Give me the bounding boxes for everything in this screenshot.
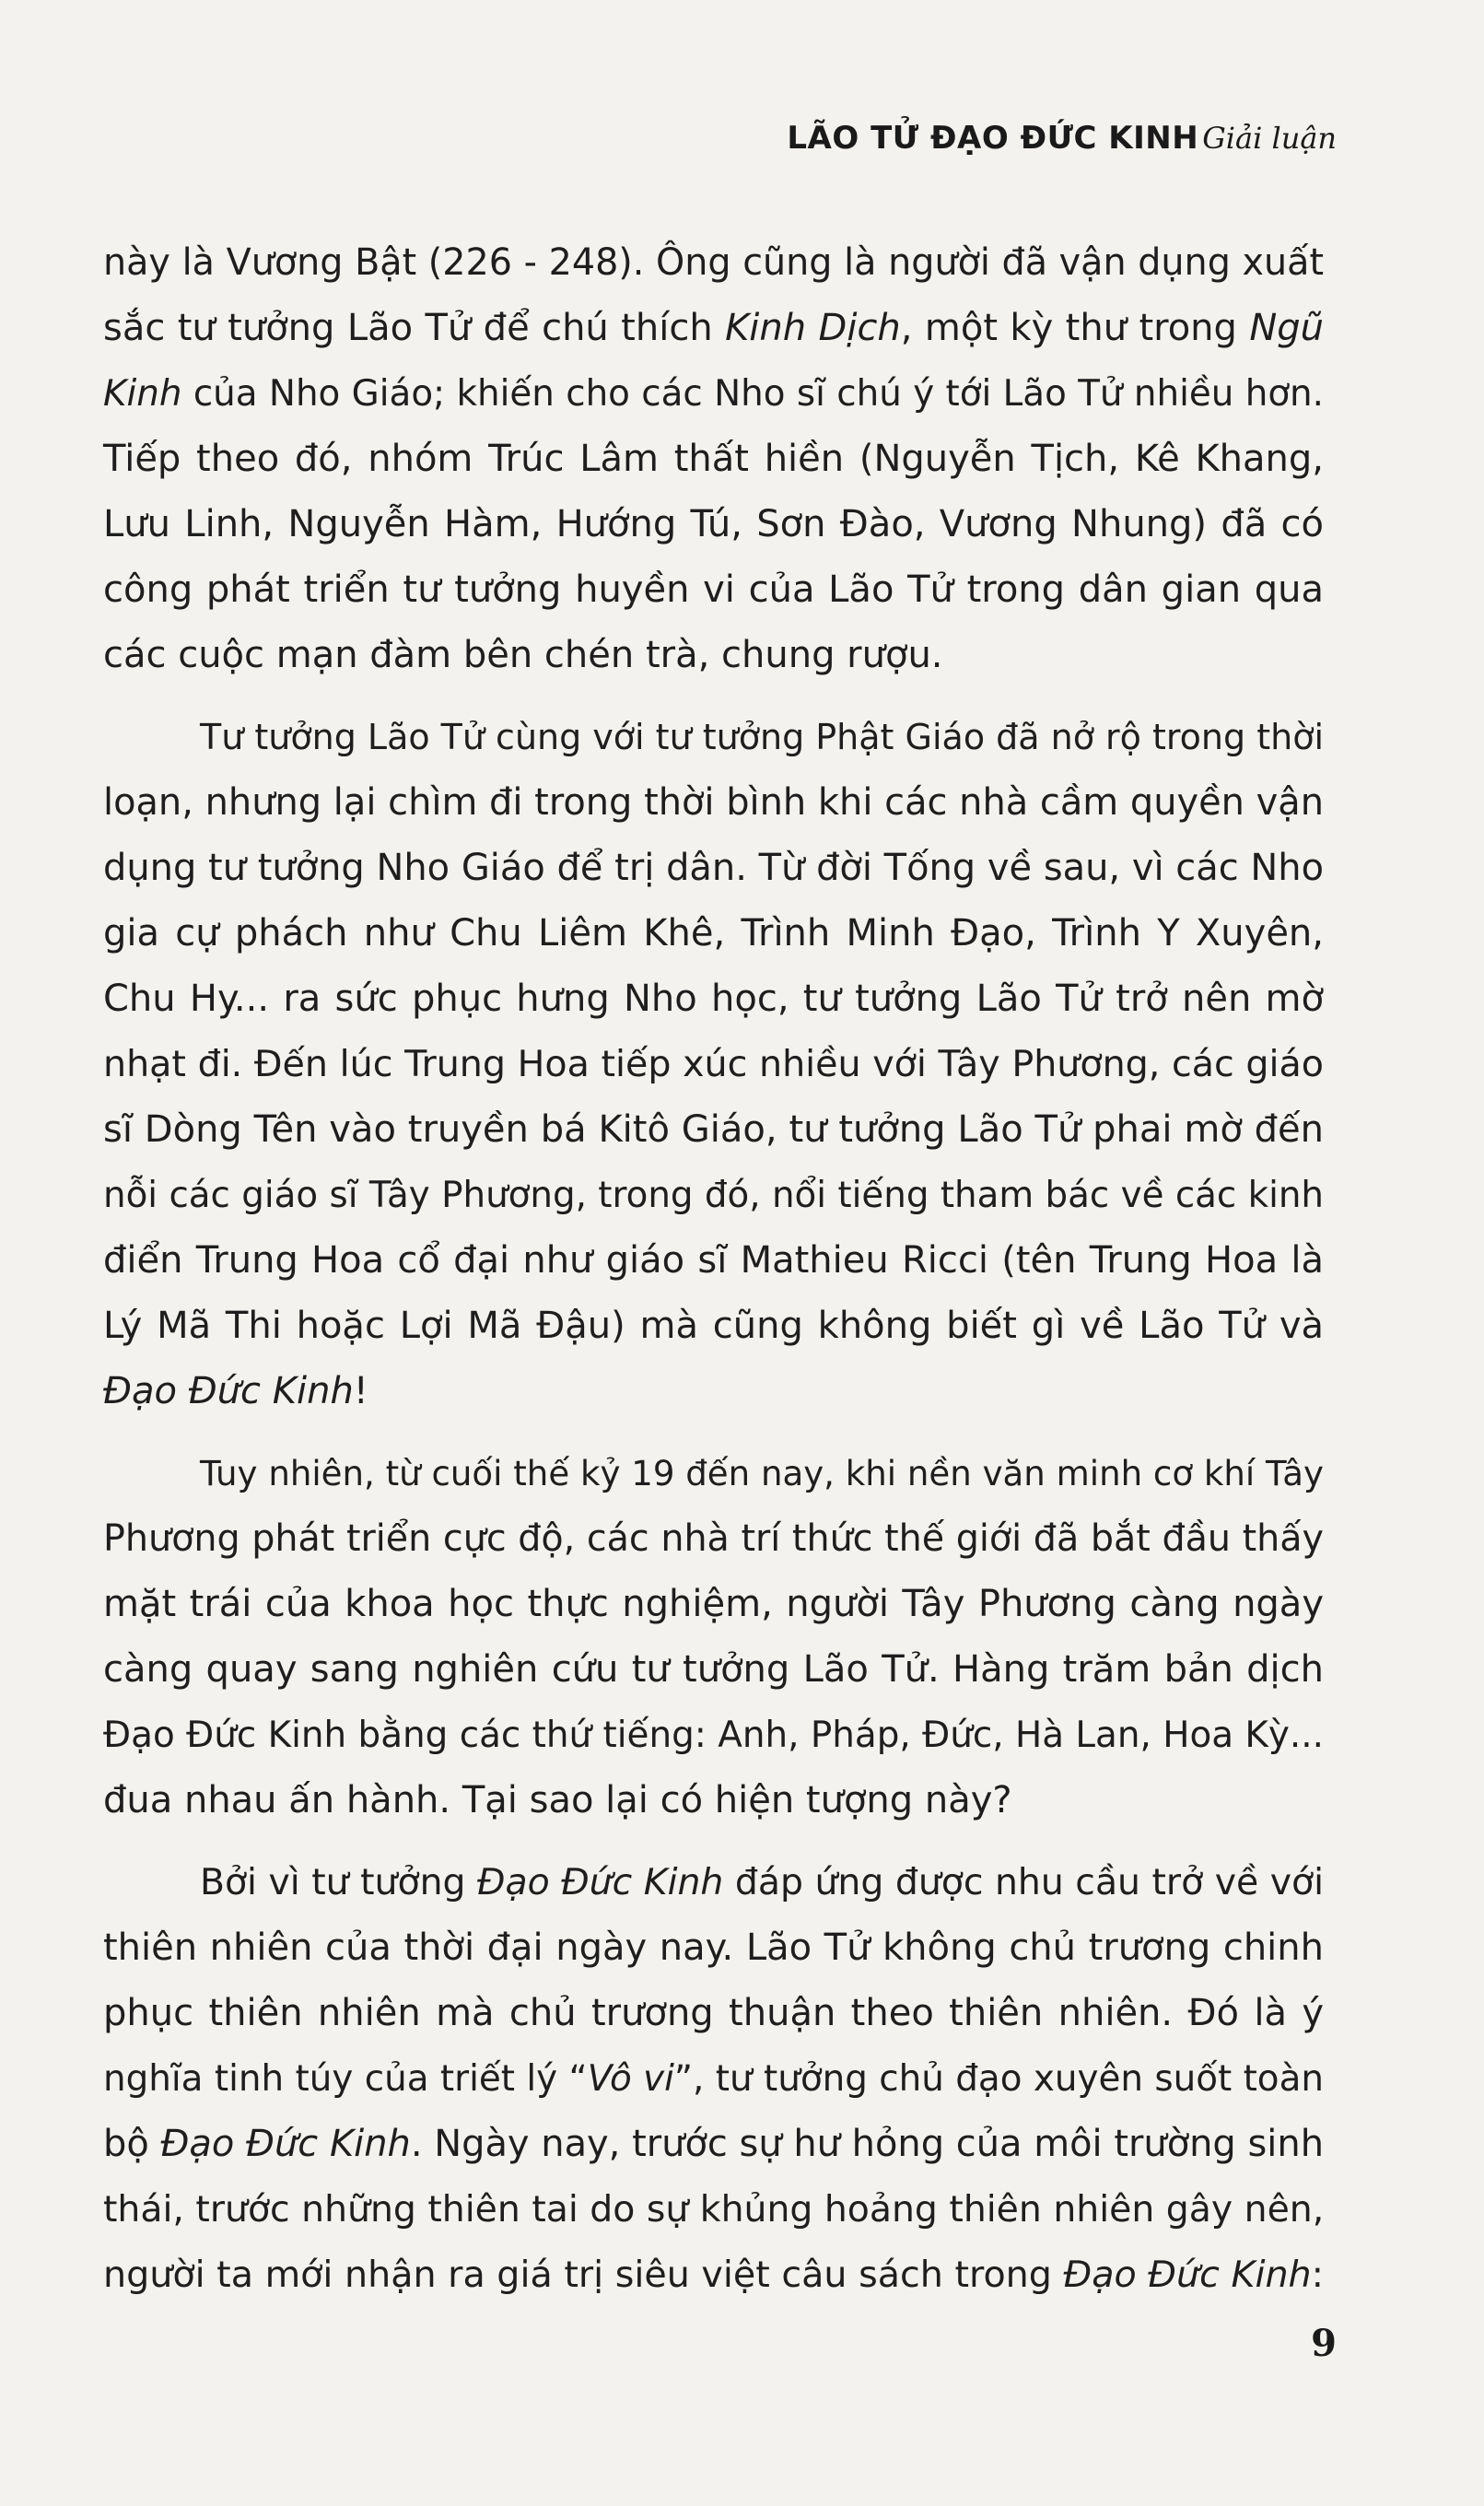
text-run: người ta mới nhận ra giá trị siêu việt câu sách trong — [103, 2254, 1064, 2296]
text-run: Phương phát triển cực độ, các nhà trí thức thế giới đã bắt đầu thấy — [103, 1517, 1324, 1560]
text-run: ”, tư tưởng chủ đạo xuyên suốt toàn — [673, 2058, 1324, 2100]
text-run: Bởi vì tư tưởng — [200, 1861, 477, 1903]
text-run: này là Vương Bật (226 - 248). Ông cũng là người đã vận dụng xuất — [103, 241, 1324, 284]
text-run: công phát triển tư tưởng huyền vi của Lão Tử trong dân gian qua — [103, 568, 1324, 611]
text-line — [103, 966, 1324, 1032]
text-line — [103, 705, 1324, 770]
text-run: Tiếp theo đó, nhóm Trúc Lâm thất hiền (Nguyễn Tịch, Kê Khang, — [103, 438, 1324, 480]
text-run: đáp ứng được nhu cầu trở về với — [723, 1861, 1324, 1903]
italic-run: Đạo Đức Kinh — [1063, 2254, 1312, 2296]
text-line — [103, 1637, 1324, 1703]
paragraph — [103, 230, 1324, 688]
text-run: dụng tư tưởng Nho Giáo để trị dân. Từ đời Tống về sau, vì các Nho — [103, 847, 1324, 889]
book-title: LÃO TỬ ĐẠO ĐỨC KINH — [787, 120, 1199, 157]
text-run: thái, trước những thiên tai do sự khủng hoảng thiên nhiên gây nên, — [103, 2188, 1325, 2231]
text-line — [103, 2177, 1324, 2243]
text-run: Tuy nhiên, từ cuối thế kỷ 19 đến nay, khi nền văn minh cơ khí Tây — [200, 1454, 1324, 1493]
italic-run: Đạo Đức Kinh — [477, 1861, 724, 1903]
book-subtitle: Giải luận — [1202, 121, 1337, 156]
text-line — [103, 1032, 1324, 1097]
text-line — [103, 557, 1324, 623]
italic-run: Kinh Dịch — [725, 307, 901, 349]
italic-run: Kinh — [103, 373, 182, 415]
text-line — [103, 427, 1324, 492]
paragraph — [103, 1441, 1324, 1833]
text-run: . Ngày nay, trước sự hư hỏng của môi trường sinh — [410, 2123, 1324, 2165]
text-line — [103, 230, 1324, 296]
text-run: phục thiên nhiên mà chủ trương thuận theo thiên nhiên. Đó là ý — [103, 1992, 1324, 2034]
running-head — [787, 120, 1337, 157]
text-run: mặt trái của khoa học thực nghiệm, người Tây Phương càng ngày — [103, 1583, 1324, 1625]
text-run: : — [1311, 2254, 1325, 2296]
text-run: nhạt đi. Đến lúc Trung Hoa tiếp xúc nhiều với Tây Phương, các giáo — [103, 1043, 1324, 1085]
text-run: các cuộc mạn đàm bên chén trà, chung rượu. — [103, 634, 943, 676]
text-line — [103, 1163, 1324, 1228]
text-run: loạn, nhưng lại chìm đi trong thời bình khi các nhà cầm quyền vận — [103, 781, 1324, 824]
text-run: của Nho Giáo; khiến cho các Nho sĩ chú ý tới Lão Tử nhiều hơn. — [181, 373, 1324, 415]
text-run: điển Trung Hoa cổ đại như giáo sĩ Mathieu Ricci (tên Trung Hoa là — [103, 1239, 1324, 1282]
text-run: nỗi các giáo sĩ Tây Phương, trong đó, nổi tiếng tham bác về các kinh — [103, 1175, 1324, 1216]
text-run: Lưu Linh, Nguyễn Hàm, Hướng Tú, Sơn Đào, Vương Nhung) đã có — [103, 503, 1324, 545]
text-line — [103, 361, 1324, 427]
text-line — [103, 1915, 1324, 1981]
body-text — [103, 230, 1324, 2324]
text-run: gia cự phách như Chu Liêm Khê, Trình Minh Đạo, Trình Y Xuyên, — [103, 912, 1324, 954]
text-line — [103, 2112, 1324, 2177]
text-line — [103, 2243, 1324, 2308]
text-run: Tư tưởng Lão Tử cùng với tư tưởng Phật Giáo đã nở rộ trong thời — [200, 717, 1325, 757]
italic-run: Đạo Đức Kinh — [160, 2123, 411, 2165]
text-run: Đạo Đức Kinh bằng các thứ tiếng: Anh, Pháp, Đức, Hà Lan, Hoa Kỳ... — [103, 1715, 1324, 1756]
text-line — [103, 1097, 1324, 1163]
page-number: 9 — [1311, 2322, 1337, 2365]
text-line — [103, 1506, 1324, 1572]
text-line — [103, 1981, 1324, 2046]
text-line — [103, 1228, 1324, 1294]
italic-run: Ngũ — [1249, 307, 1324, 349]
text-line — [103, 1703, 1324, 1768]
text-line — [103, 492, 1324, 557]
italic-run: Vô vi — [587, 2058, 674, 2100]
text-line — [103, 1768, 1324, 1833]
text-run: , một kỳ thư trong — [900, 307, 1250, 349]
text-line — [103, 836, 1324, 901]
italic-run: Đạo Đức Kinh — [103, 1370, 354, 1412]
text-run: càng quay sang nghiên cứu tư tưởng Lão Tử. Hàng trăm bản dịch — [103, 1648, 1324, 1691]
text-line — [103, 1294, 1324, 1359]
text-line — [103, 1572, 1324, 1637]
text-line — [103, 1359, 1324, 1424]
text-line — [103, 1850, 1324, 1915]
text-line — [103, 770, 1324, 836]
text-run: đua nhau ấn hành. Tại sao lại có hiện tượng này? — [103, 1779, 1012, 1821]
text-run: thiên nhiên của thời đại ngày nay. Lão Tử không chủ trương chinh — [103, 1926, 1324, 1969]
text-line — [103, 2046, 1324, 2112]
text-run: Lý Mã Thi hoặc Lợi Mã Đậu) mà cũng không biết gì về Lão Tử và — [103, 1305, 1324, 1347]
text-line — [103, 1441, 1324, 1506]
text-line — [103, 623, 1324, 688]
text-run: sắc tư tưởng Lão Tử để chú thích — [103, 307, 726, 349]
text-run: Chu Hy... ra sức phục hưng Nho học, tư tưởng Lão Tử trở nên mờ — [103, 978, 1324, 1020]
text-run: bộ — [103, 2123, 161, 2165]
text-run: ! — [353, 1370, 368, 1412]
text-run: sĩ Dòng Tên vào truyền bá Kitô Giáo, tư tưởng Lão Tử phai mờ đến — [103, 1108, 1324, 1151]
text-run: nghĩa tinh túy của triết lý “ — [103, 2058, 588, 2100]
paragraph — [103, 1850, 1324, 2308]
text-line — [103, 901, 1324, 966]
paragraph — [103, 705, 1324, 1424]
text-line — [103, 296, 1324, 361]
